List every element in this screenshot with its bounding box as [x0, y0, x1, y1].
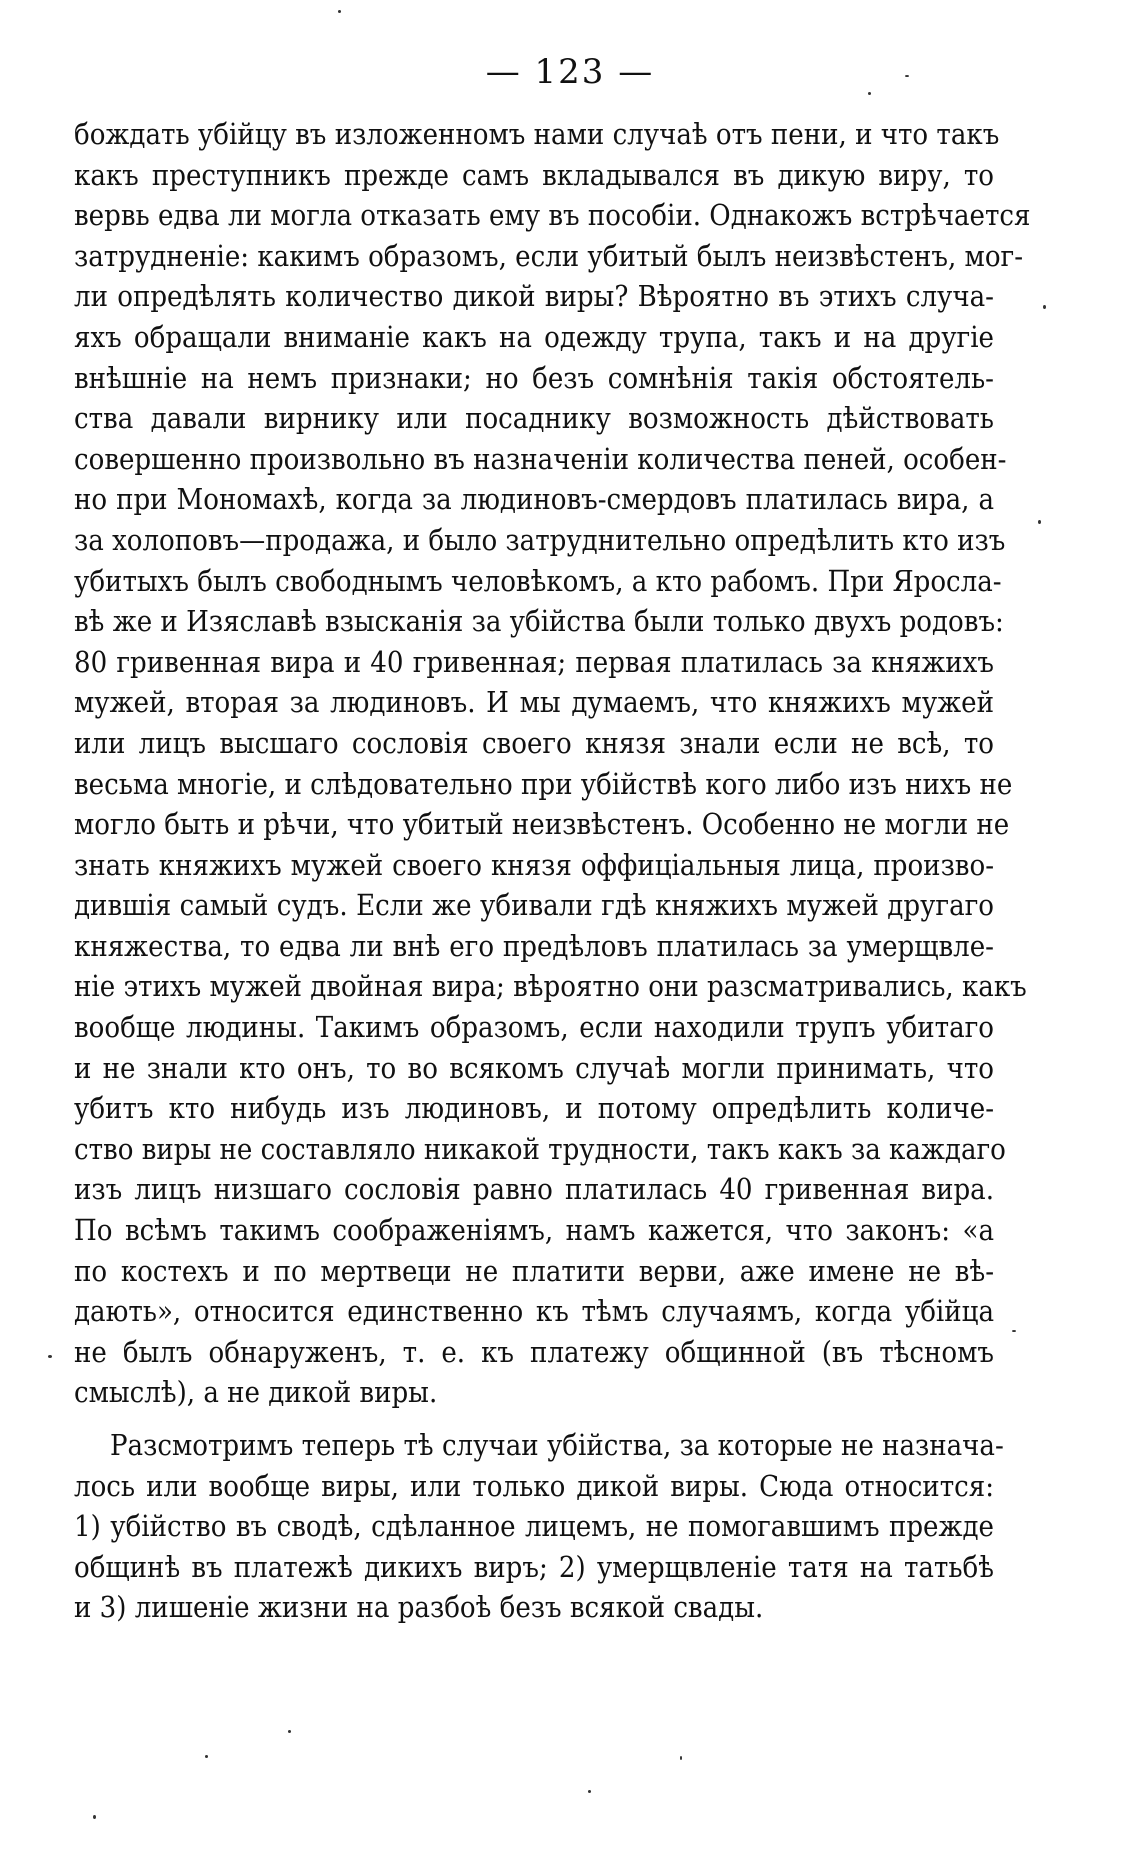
- text-line: убитыхъ былъ свободнымъ человѣкомъ, а кто рабомъ. При Яросла-: [74, 563, 1002, 598]
- text-line: не былъ обнаруженъ, т. е. къ платежу общинной (въ тѣсномъ: [74, 1334, 994, 1369]
- text-line: знать княжихъ мужей своего князя оффиціальныя лица, произво-: [74, 847, 994, 882]
- text-line: яхъ обращали вниманіе какъ на одежду трупа, такъ и на другіе: [74, 319, 994, 354]
- page-number: — 123 —: [485, 52, 655, 92]
- text-line: и 3) лишеніе жизни на разбоѣ безъ всякой свады.: [74, 1590, 764, 1625]
- text-line: ніе этихъ мужей двойная вира; вѣроятно они разсматривались, какъ: [74, 969, 1027, 1004]
- text-line: могло быть и рѣчи, что убитый неизвѣстенъ. Особенно не могли не: [74, 807, 1010, 842]
- scan-speck: [93, 1815, 96, 1819]
- body-text: [74, 114, 1031, 1628]
- text-line: 80 гривенная вира и 40 гривенная; первая платилась за княжихъ: [74, 644, 994, 679]
- text-line: дившія самый судъ. Если же убивали гдѣ княжихъ мужей другаго: [74, 888, 994, 923]
- paragraph-2: [74, 1425, 1004, 1628]
- text-line: совершенно произвольно въ назначеніи количества пеней, особен-: [74, 441, 1007, 476]
- text-line: и не знали кто онъ, то во всякомъ случаѣ могли принимать, что: [74, 1050, 994, 1085]
- scan-speck: [1043, 305, 1046, 309]
- paragraph-1: [74, 114, 1031, 1413]
- text-line: смыслѣ), а не дикой виры.: [74, 1375, 438, 1410]
- scan-speck: [905, 75, 909, 77]
- text-line: ли опредѣлять количество дикой виры? Вѣроятно въ этихъ случа-: [74, 279, 994, 314]
- text-line: убитъ кто нибудь изъ людиновъ, и потому опредѣлить количе-: [74, 1091, 994, 1126]
- paragraph-gap: [74, 1413, 994, 1425]
- scan-speck: [338, 10, 341, 13]
- text-line: по костехъ и по мертвеци не платити верви, аже имене не вѣ-: [74, 1253, 994, 1288]
- scan-speck: [205, 1755, 208, 1758]
- scan-speck: [1038, 520, 1041, 524]
- scan-speck: [288, 1730, 291, 1733]
- text-line: но при Мономахѣ, когда за людиновъ-смердовъ платилась вира, а: [74, 482, 994, 517]
- text-line: какъ преступникъ прежде самъ вкладывался въ дикую виру, то: [74, 157, 994, 192]
- text-line: вервь едва ли могла отказать ему въ пособіи. Однакожъ встрѣчается: [74, 198, 1031, 233]
- text-line: весьма многіе, и слѣдовательно при убійствѣ кого либо изъ нихъ не: [74, 766, 1013, 801]
- text-line: Разсмотримъ теперь тѣ случаи убійства, за которые не назнача-: [110, 1428, 1004, 1462]
- text-line: ство виры не составляло никакой трудности, такъ какъ за каждаго: [74, 1131, 1006, 1166]
- text-line: По всѣмъ такимъ соображеніямъ, намъ кажется, что законъ: «а: [74, 1213, 994, 1248]
- text-line: или лицъ высшаго сословія своего князя знали если не всѣ, то: [74, 725, 994, 760]
- text-line: мужей, вторая за людиновъ. И мы думаемъ, что княжихъ мужей: [74, 685, 994, 720]
- scan-speck: [680, 1756, 682, 1760]
- text-line: за холоповъ—продажа, и было затруднительно опредѣлить кто изъ: [74, 522, 1006, 557]
- text-line: вѣ же и Изяславѣ взысканія за убійства были только двухъ родовъ:: [74, 604, 1004, 639]
- scan-speck: [868, 92, 871, 95]
- text-line: 1) убійство въ сводѣ, сдѣланное лицемъ, не помогавшимъ прежде: [74, 1509, 994, 1544]
- text-line: общинѣ въ платежѣ дикихъ виръ; 2) умерщвленіе татя на татьбѣ: [74, 1549, 994, 1584]
- scan-speck: [48, 1355, 52, 1358]
- scan-speck: [1012, 1330, 1016, 1332]
- text-line: княжества, то едва ли внѣ его предѣловъ платилась за умерщвле-: [74, 928, 994, 963]
- text-line: дають», относится единственно къ тѣмъ случаямъ, когда убійца: [74, 1294, 994, 1329]
- text-line: изъ лицъ низшаго сословія равно платилась 40 гривенная вира.: [74, 1172, 994, 1207]
- text-line: бождать убійцу въ изложенномъ нами случаѣ отъ пени, и что такъ: [74, 117, 1000, 151]
- text-line: затрудненіе: какимъ образомъ, если убитый былъ неизвѣстенъ, мог-: [74, 238, 1024, 273]
- text-line: лось или вообще виры, или только дикой виры. Сюда относится:: [74, 1468, 994, 1503]
- text-line: вообще людины. Такимъ образомъ, если находили трупъ убитаго: [74, 1010, 994, 1045]
- text-line: внѣшніе на немъ признаки; но безъ сомнѣнія такія обстоятель-: [74, 360, 994, 395]
- scan-speck: [588, 1790, 591, 1793]
- text-line: ства давали вирнику или посаднику возможность дѣйствовать: [74, 401, 994, 436]
